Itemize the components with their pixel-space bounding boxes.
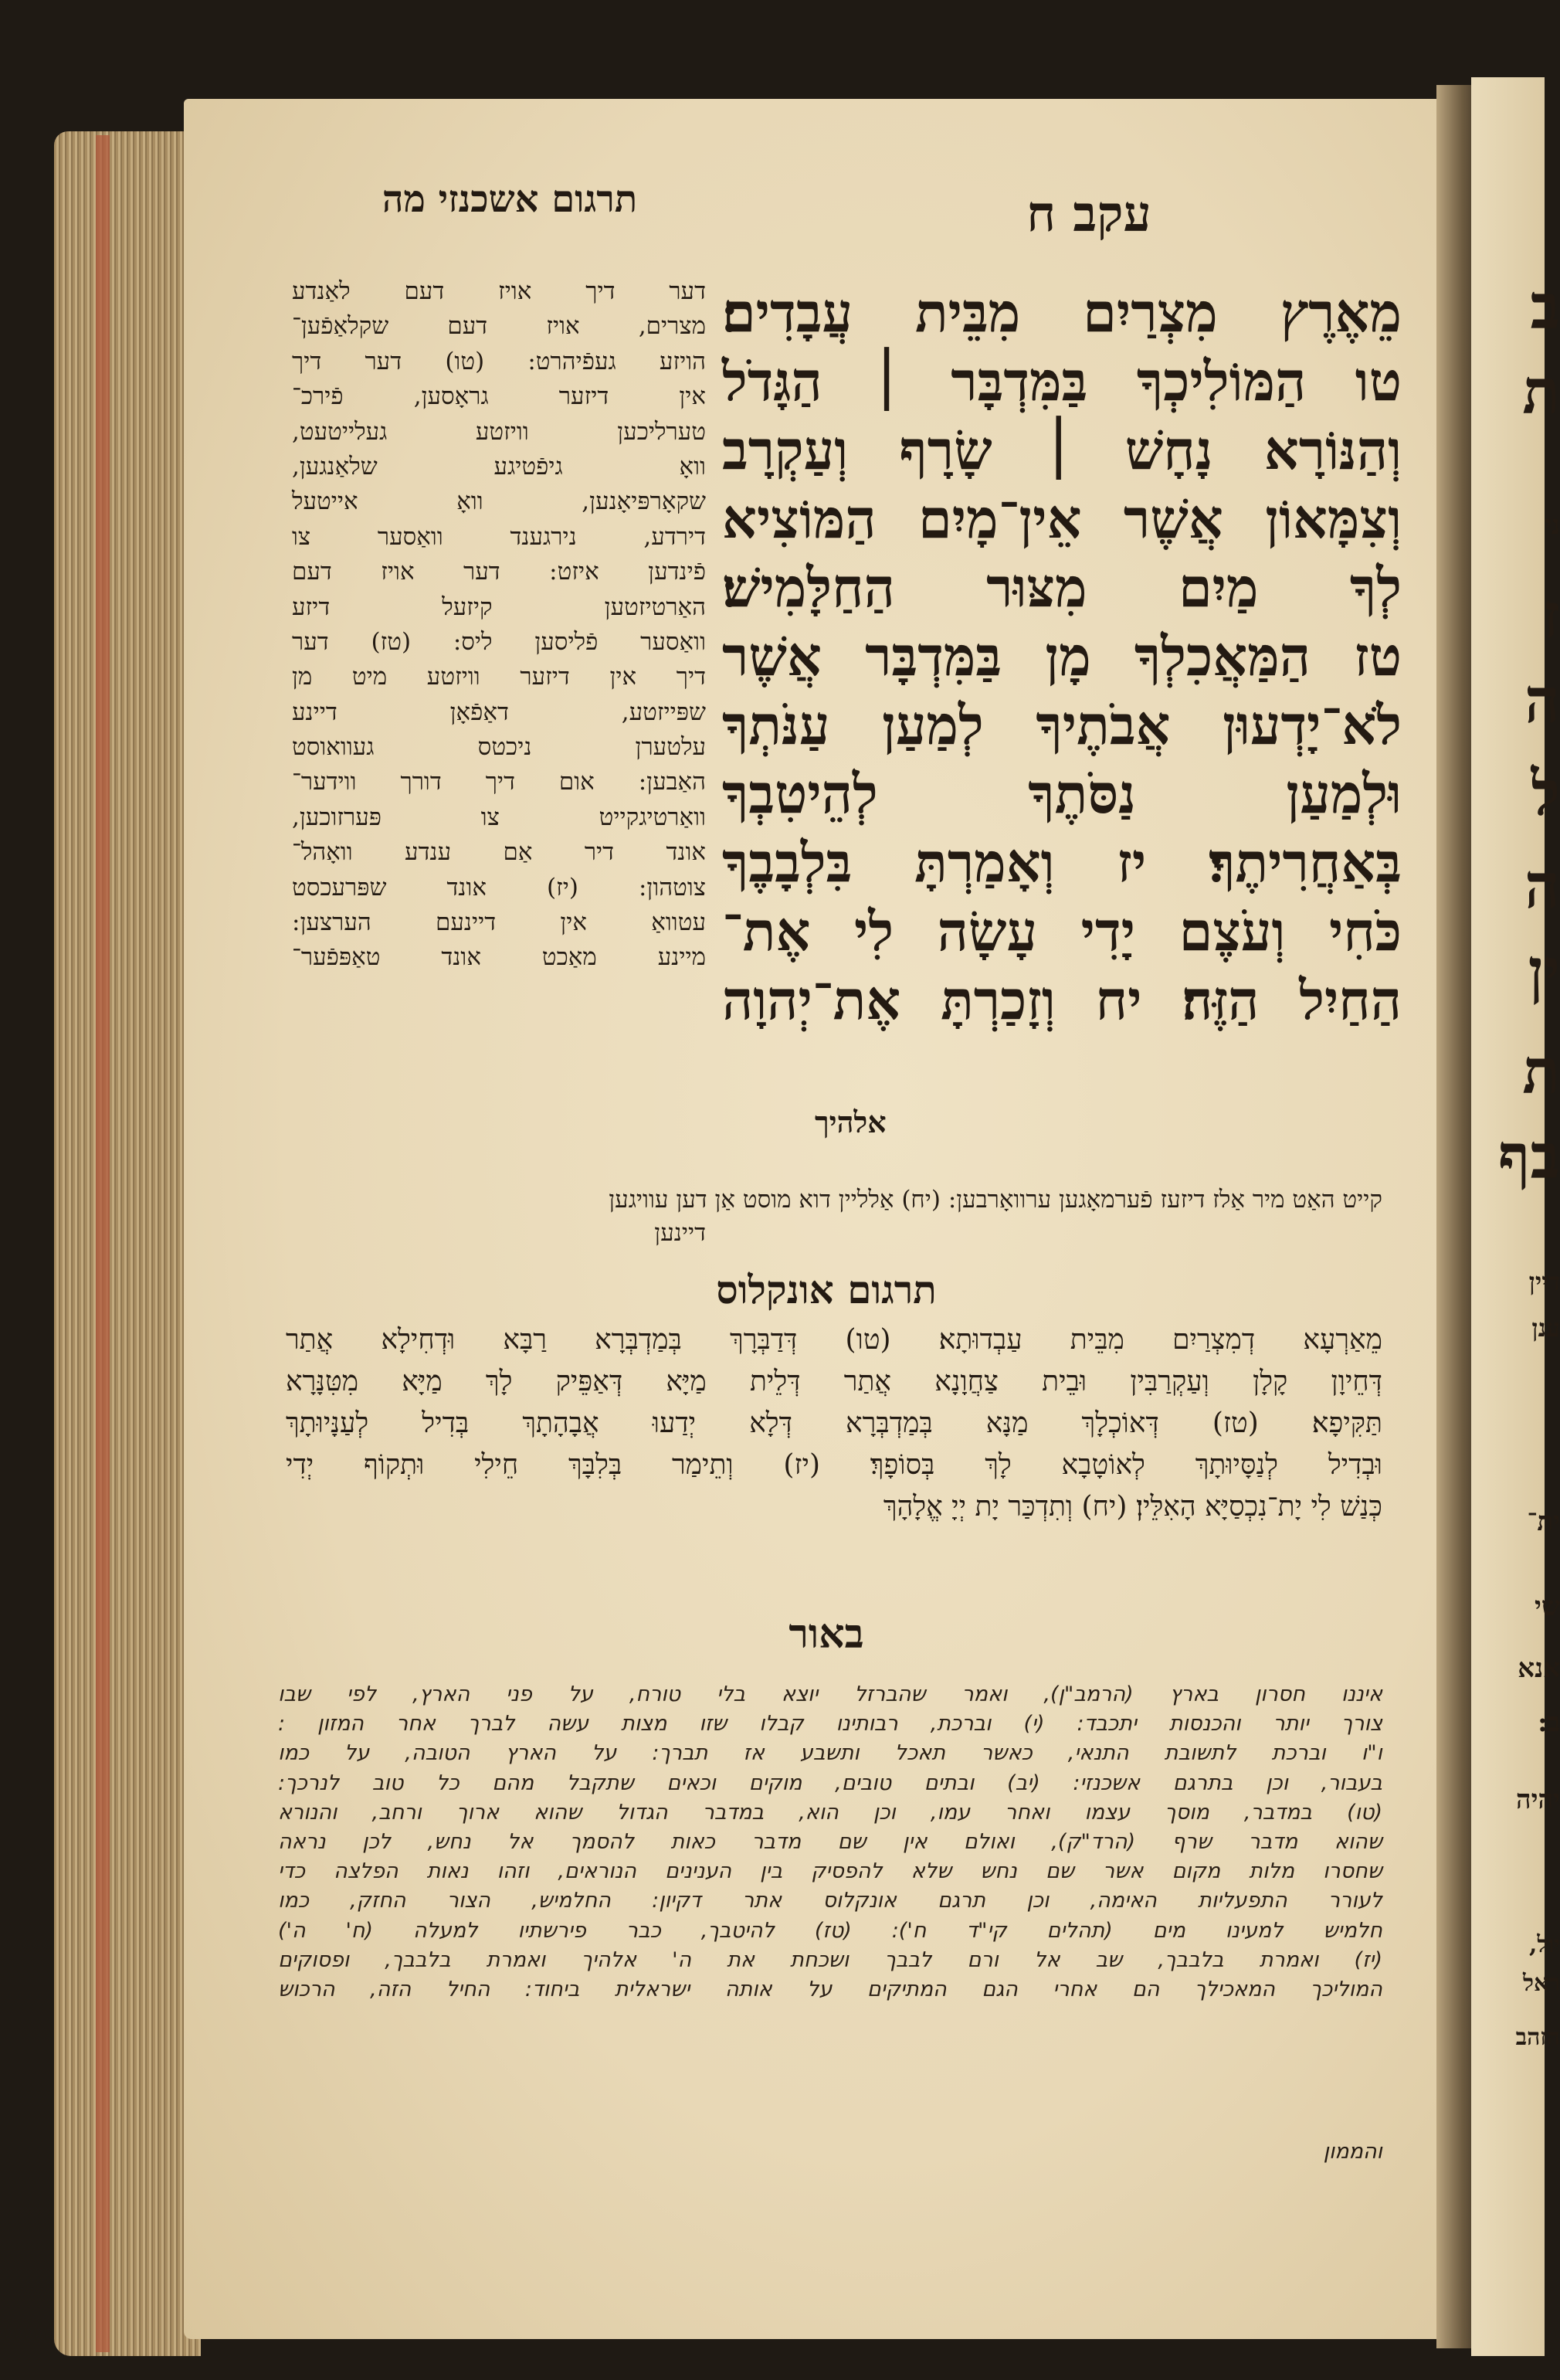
hebrew-line: הַחַיִל הַזֶּה׃ יח וְזָכַרְתָּ אֶת־יְהוָה bbox=[722, 968, 1402, 1032]
yiddish-line: פֿינדען איזט: דער אויז דעם bbox=[292, 558, 706, 586]
right-page-text-fragment: יול, bbox=[1528, 1931, 1560, 1958]
yiddish-line: האַבען: אום דיך דורך ווידער־ bbox=[292, 768, 706, 796]
right-page-text-fragment: ל bbox=[1531, 757, 1560, 830]
right-page-text-fragment: ה bbox=[1524, 850, 1560, 922]
yiddish-line: מיינע מאַכט אונד טאַפּפֿער־ bbox=[292, 943, 706, 972]
hebrew-line: מֵאֶרֶץ מִצְרַיִם מִבֵּית עֲבָדִים׃ bbox=[722, 280, 1402, 345]
right-page-text-fragment: ראל bbox=[1522, 1970, 1560, 1997]
biur-line: צורך יותר והכנסות יתכבד: (י) וברכת, רבותינו קבלו שזו מצות עשה לברך אחר המזון : bbox=[278, 1712, 1382, 1737]
yiddish-line: טערליכען וויזטע געלייטעט, bbox=[292, 417, 706, 446]
biur-line: חלמיש למעינו מים (תהלים קי"ד ח'): (טז) להיטבך, כבר פירשתיו למעלה (ח' ה') bbox=[278, 1918, 1382, 1943]
onkelos-line: מֵאַרְעָא דְמִצְרַיִם מִבֵּית עַבְדוּתָא׃ (טו) דְּדַבְּרָךְ בְּמַדְבְּרָא רַבָּא וּדְחִילָא אֲתַר bbox=[286, 1324, 1382, 1356]
yiddish-line: עלטערן ניכטס געוואוסט bbox=[292, 733, 706, 762]
hebrew-catchword: אלהיך bbox=[815, 1105, 887, 1139]
hebrew-line: בְּאַחֲרִיתֶךָ׃ יז וְאָמַרְתָּ בִּלְבָבֶךָ bbox=[722, 830, 1402, 895]
right-page-text-fragment: דיין bbox=[1528, 1267, 1560, 1296]
hebrew-line: כֹּחִי וְעֹצֶם יָדִי עָשָׂה לִי אֶת־ bbox=[722, 899, 1402, 963]
biur-line: ו"ו וברכת לתשובת התנאי, כאשר תאכל ותשבע אז תברך: על הארץ הטובה, על כמו bbox=[278, 1741, 1382, 1766]
yiddish-line: שפּייזטע, דאַפֿאָן דיינע bbox=[292, 698, 706, 726]
yiddish-line: אונד דיר אַם ענדע וואָהל־ bbox=[292, 838, 706, 867]
biur-line: שחסרו מלות מקום אשר שם נחש שלא להפסיק בין הענינים הנוראים, וזהו נאות הפלצה כדי bbox=[278, 1859, 1382, 1884]
right-page-fragment bbox=[1471, 77, 1560, 2356]
yiddish-full-width-line: קייט האַט מיר אַלז דיזעז פֿערמאָגען ערוואָרבען: (יח) אַלליין דוא מוסט אַן דען עוויגען bbox=[609, 1186, 1382, 1214]
right-page-text-fragment: אנא bbox=[1518, 1653, 1560, 1684]
yiddish-line: עטוואַ אין דיינעם הערצען: bbox=[292, 908, 706, 937]
right-page-text-fragment: ז bbox=[1542, 579, 1560, 652]
yiddish-line: האַרטיזטען קיזעל דיזע bbox=[292, 592, 706, 621]
yiddish-line: אין דיזער גראָסען, פֿירכ־ bbox=[292, 382, 706, 411]
biur-line: המוליכך המאכילך הם אחרי הגם המתיקים על אותה ישראלית ביחוד: החיל הזה, הרכוש bbox=[278, 1977, 1382, 2001]
hebrew-line: וּלְמַעַן נַסֹּתֶךָ לְהֵיטִבְךָ bbox=[722, 762, 1402, 826]
biur-commentary-block bbox=[278, 1680, 1382, 2005]
yiddish-line: צוטהון: (יז) אונד שפּרעכסט bbox=[292, 873, 706, 901]
right-page-text-fragment: ין bbox=[1528, 935, 1560, 1007]
right-page-text-fragment: ית־ bbox=[1527, 1506, 1560, 1537]
yiddish-line: הויזע געפֿיהרט: (טו) דער דיך bbox=[292, 347, 706, 375]
right-page-text-fragment: יהיה bbox=[1516, 1784, 1560, 1815]
right-page-text-fragment: ה bbox=[1524, 664, 1560, 737]
biur-line: בעבור, וכן בתרגם אשכנזי: (יב) ובתים טובים, מוקים וכאים שתקבל מהם כל טוב לנרכך: bbox=[278, 1771, 1382, 1795]
biur-heading: באור bbox=[788, 1611, 864, 1658]
yiddish-line: וואַסער פֿליסען ליס: (טז) דער bbox=[292, 627, 706, 656]
page-edge-red-stain bbox=[96, 135, 110, 2352]
yiddish-last-word: דיינען bbox=[654, 1219, 706, 1247]
yiddish-translation-column bbox=[292, 274, 706, 976]
yiddish-line: וואָ גיפֿטיגע שלאַנגען, bbox=[292, 452, 706, 480]
right-page-text-fragment: ת bbox=[1522, 355, 1560, 428]
biur-line: (יז) ואמרת בלבבך, שב אל ורם לבבך ושכחת את ה' אלהיך ואמרת בלבבך, ופסוקים bbox=[278, 1947, 1382, 1972]
onkelos-line: כְּנַשׁ לִי יָת־נִכְסַיָּא הָאִלֵּין׃ (יח) וְתִדְכַּר יָת יְיָ אֱלָהָךְ bbox=[883, 1491, 1382, 1523]
biur-line: לעורר התפעליות האימה, וכן תרגם אונקלוס אתר דקיון: החלמיש, הצור החזק, כמו bbox=[278, 1889, 1382, 1913]
right-page-text-fragment: ב: bbox=[1538, 1707, 1560, 1738]
hebrew-line: טו הַמּוֹלִיכְךָ בַּמִּדְבָּר ׀ הַגָּדֹל bbox=[722, 349, 1402, 413]
right-page-text-fragment: הזהב bbox=[1515, 2024, 1560, 2051]
right-page-text-fragment: ני bbox=[1545, 510, 1560, 541]
onkelos-line: וּבְדִיל לְנַסָּיוּתָךְ לְאוֹטָבָא לָךְ בְּסוֹפָךְ׃ (יז) וְתֵימַר בְּלִבָּךְ חֵילִי וּתְקוֹף יְדִי bbox=[286, 1449, 1382, 1481]
right-page-text-fragment: ב bbox=[1530, 270, 1560, 343]
right-page-text-fragment: שי bbox=[1535, 1591, 1560, 1622]
yiddish-line: שקאָרפּיאָנען, וואָ אייטעל bbox=[292, 487, 706, 516]
biur-line: איננו חסרון בארץ (הרמב"ן), ואמר שהברזל יוצא בלי טורח, על פני הארץ, לפי שבו bbox=[278, 1682, 1382, 1706]
book-page-edges bbox=[54, 131, 201, 2356]
biur-catchword: והממון bbox=[1323, 2140, 1382, 2164]
hebrew-line: וְצִמָּאוֹן אֲשֶׁר אֵין־מָיִם הַמּוֹצִיא bbox=[722, 487, 1402, 551]
right-page-text-fragment: ת bbox=[1522, 1035, 1560, 1108]
onkelos-line: דְּחֵיוָן קָלָן וְעַקְרַבִּין וּבֵית צַחֲוָנָא אֲתַר דְּלֵית מַיָּא דְּאַפֵּיק לָךְ מַיָּא מִטִּנָּרָא bbox=[286, 1366, 1382, 1397]
biur-line: (טו) במדבר, מוסך עצמו ואחר עמו, וכן הוא, במדבר הגדול שהוא ארוך ורחב, והנורא bbox=[278, 1800, 1382, 1825]
right-page-text-fragment: ענן bbox=[1531, 1313, 1560, 1343]
yiddish-line: מצרים, אויז דעם שקלאַפֿען־ bbox=[292, 312, 706, 341]
hebrew-line: טז הַמַּאֲכִלְךָ מָן בַּמִּדְבָּר אֲשֶׁר bbox=[722, 624, 1402, 688]
hebrew-line: לֹא־יָדְעוּן אֲבֹתֶיךָ לְמַעַן עַנֹּתְךָ bbox=[722, 693, 1402, 757]
hebrew-line: וְהַנּוֹרָא נָחָשׁ ׀ שָׂרָף וְעַקְרָב bbox=[722, 418, 1402, 482]
yiddish-line: דירדע, נירגענד וואַסער צו bbox=[292, 522, 706, 551]
onkelos-heading: תרגום אונקלוס bbox=[716, 1267, 937, 1312]
onkelos-text-block bbox=[286, 1319, 1382, 1528]
yiddish-line: וואַרטיגקייט צו פּערזוכען, bbox=[292, 803, 706, 831]
running-header-targum: תרגום אשכנזי מה bbox=[382, 178, 638, 221]
biur-line: שהוא מדבר שרף (הרד"ק), ואולם אין שם מדבר כאות להסמך אל נחש, לכן נראה bbox=[278, 1829, 1382, 1854]
running-header-parasha: עקב ח bbox=[1026, 185, 1151, 243]
hebrew-line: לְךָ מַיִם מִצּוּר הַחַלָּמִישׁ׃ bbox=[722, 555, 1402, 620]
hebrew-text-column bbox=[722, 278, 1402, 1034]
yiddish-line: דיך אין דיזער וויזטע מיט מן bbox=[292, 663, 706, 691]
yiddish-line: דער דיך אויז דעם לאַנדע bbox=[292, 277, 706, 305]
right-page-text-fragment: בף bbox=[1498, 1120, 1560, 1193]
onkelos-line: תַּקִּיפָא׃ (טז) דְּאוֹכְלָךְ מַנָּא בְּמַדְבְּרָא דְּלָא יְדַעוּ אֲבָהָתָךְ בְּדִיל לְעַנָּיוּתָךְ bbox=[286, 1407, 1382, 1439]
